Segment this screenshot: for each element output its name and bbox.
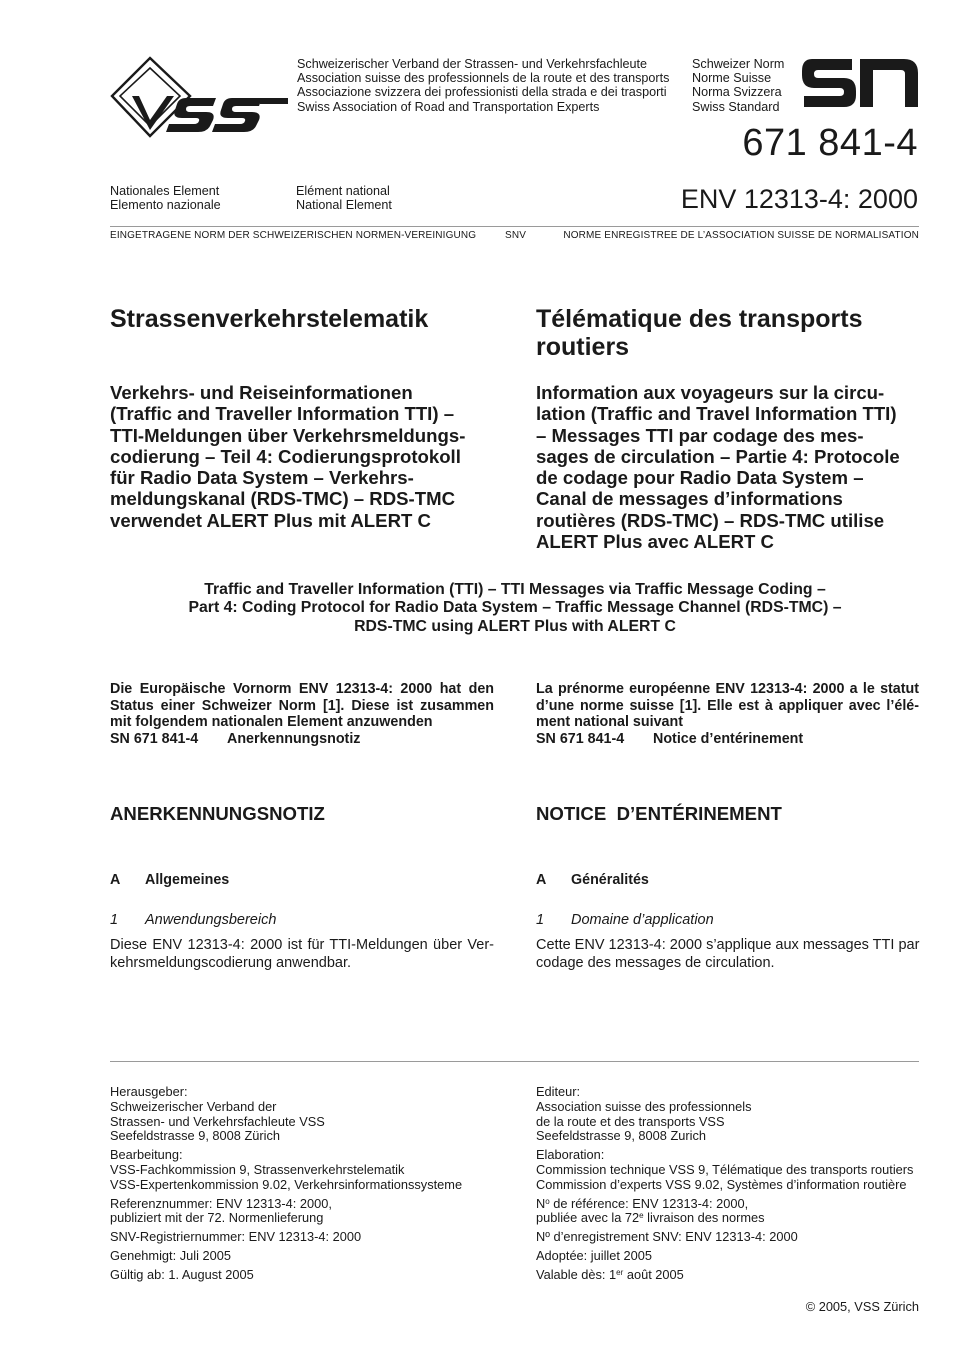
footer-valid: Gültig ab: 1. August 2005 bbox=[110, 1266, 254, 1282]
footer-approved: Adoptée: juillet 2005 bbox=[536, 1247, 652, 1263]
subtitle-fr-line: de codage pour Radio Data System – bbox=[536, 467, 864, 489]
footer-snv: SNV-Registriernummer: ENV 12313-4: 2000 bbox=[110, 1229, 362, 1245]
title-en-line: RDS-TMC using ALERT Plus with ALERT C bbox=[354, 617, 676, 635]
section-a-title: Généralités bbox=[571, 872, 649, 888]
subsection-1-de bbox=[110, 912, 276, 928]
subtitle-fr-line: – Messages TTI par codage des mes- bbox=[536, 424, 864, 446]
subtitle-de-line: codierung – Teil 4: Codierungsprotokoll bbox=[110, 445, 461, 467]
footer-reference bbox=[110, 1197, 462, 1227]
subtitle-fr-line: Information aux voyageurs sur la circu- bbox=[536, 382, 885, 403]
element-label: Elément national bbox=[296, 184, 390, 198]
footer-editing bbox=[110, 1148, 462, 1192]
element-label: Nationales Element bbox=[110, 184, 220, 198]
subsection-title: Domaine d’application bbox=[571, 912, 714, 928]
intro-fr-line: La prénorme européenne ENV 12313-4: 2000 a le statut bbox=[536, 681, 919, 697]
vss-logo-icon bbox=[110, 56, 290, 140]
intro-fr-ref-number: SN 671 841-4 bbox=[536, 730, 625, 747]
registry-de: EINGETRAGENE NORM DER SCHWEIZERISCHEN NORMEN-VEREINIGUNG bbox=[110, 230, 477, 241]
registry-fr: NORME ENREGISTREE DE L’ASSOCIATION SUISSE DE NORMALISATION bbox=[563, 230, 919, 241]
intro-de-line: Status einer Schweizer Norm [1]. Diese ist zusammen bbox=[110, 697, 494, 714]
subtitle-fr-line: ALERT Plus avec ALERT C bbox=[536, 531, 774, 553]
footer-divider bbox=[110, 1061, 919, 1062]
section-title-fr: NOTICE D’ENTÉRINEMENT bbox=[536, 803, 782, 824]
footer-line: Editeur: bbox=[536, 1084, 581, 1099]
pub-sup: e bbox=[639, 1211, 644, 1221]
ref-sup: o bbox=[545, 1196, 550, 1206]
intro-fr-line: ment national suivant bbox=[536, 714, 683, 730]
section-a-letter: A bbox=[536, 872, 547, 888]
footer-de bbox=[110, 1085, 462, 1283]
footer-line: Commission d’experts VSS 9.02, Systèmes d’information routière bbox=[536, 1176, 907, 1192]
sn-logo-icon bbox=[802, 55, 920, 111]
subtitle-de-line: verwendet ALERT Plus mit ALERT C bbox=[110, 509, 431, 531]
intro-de-line: Die Europäische Vornorm ENV 12313-4: 2000 hat den bbox=[110, 681, 494, 697]
section-a-de bbox=[110, 872, 229, 888]
association-name: Schweizerischer Verband der Strassen- und Verkehrsfachleute bbox=[297, 57, 648, 71]
valid-prefix: Valable dès: 1 bbox=[536, 1266, 617, 1282]
footer-line: Seefeldstrasse 9, 8008 Zürich bbox=[110, 1128, 281, 1144]
body-fr-line: Cette ENV 12313-4: 2000 s’applique aux messages TTI par bbox=[536, 937, 920, 953]
norm-labels bbox=[692, 57, 784, 114]
subsection-number: 1 bbox=[110, 912, 119, 928]
ref-rest: de référence: ENV 12313-4: 2000, bbox=[549, 1195, 749, 1211]
body-fr bbox=[536, 936, 919, 972]
footer-line: Strassen- und Verkehrsfachleute VSS bbox=[110, 1113, 325, 1129]
intro-fr-ref bbox=[536, 731, 919, 748]
registry-snv: SNV bbox=[505, 230, 527, 241]
intro-de-ref-number: SN 671 841-4 bbox=[110, 730, 199, 747]
footer-editing bbox=[536, 1148, 913, 1192]
footer-publisher bbox=[110, 1085, 462, 1144]
subtitle-de-line: für Radio Data System – Verkehrs- bbox=[110, 467, 414, 489]
subsection-1-fr bbox=[536, 912, 714, 928]
sn-logo bbox=[802, 55, 920, 111]
intro-fr bbox=[536, 681, 919, 747]
section-a-title: Allgemeines bbox=[145, 872, 230, 888]
intro-de-line: mit folgendem nationalen Element anzuwenden bbox=[110, 714, 433, 730]
footer-line: Bearbeitung: bbox=[110, 1147, 183, 1163]
env-number: ENV 12313-4: 2000 bbox=[680, 184, 918, 214]
intro-de bbox=[110, 681, 494, 747]
footer-publisher bbox=[536, 1085, 913, 1144]
body-de-line: kehrsmeldungscodierung anwendbar. bbox=[110, 955, 352, 971]
ref-prefix: N bbox=[536, 1195, 546, 1211]
title-en-line: Part 4: Coding Protocol for Radio Data System – Traffic Message Channel (RDS-TMC) – bbox=[188, 599, 842, 617]
association-name: Associazione svizzera dei professionisti della strada e dei trasporti bbox=[297, 85, 667, 100]
footer-reference bbox=[536, 1197, 913, 1227]
valid-sup: er bbox=[616, 1267, 624, 1277]
title-de: Strassenverkehrstelematik bbox=[110, 305, 429, 333]
subtitle-de-line: TTI-Meldungen über Verkehrsmeldungs- bbox=[110, 424, 466, 446]
footer-line: Herausgeber: bbox=[110, 1084, 188, 1099]
norm-label: Swiss Standard bbox=[692, 99, 780, 114]
intro-de-ref bbox=[110, 731, 494, 748]
subtitle-de-line: Verkehrs- und Reiseinformationen bbox=[110, 382, 413, 403]
footer-line: de la route et des transports VSS bbox=[536, 1113, 725, 1129]
subsection-title: Anwendungsbereich bbox=[145, 912, 277, 928]
body-fr-line: codage des messages de circulation. bbox=[536, 955, 775, 971]
association-name: Swiss Association of Road and Transportation Experts bbox=[297, 99, 600, 114]
subtitle-fr-line: sages de circulation – Partie 4: Protocole bbox=[536, 445, 900, 467]
title-fr-line: routiers bbox=[536, 333, 630, 361]
footer-line bbox=[536, 1197, 913, 1212]
norm-label: Schweizer Norm bbox=[692, 57, 785, 71]
footer-line: VSS-Fachkommission 9, Strassenverkehrstelematik bbox=[110, 1161, 405, 1177]
norm-number: 671 841-4 bbox=[742, 122, 918, 164]
footer-snv: Nº d’enregistrement SNV: ENV 12313-4: 2000 bbox=[536, 1229, 798, 1245]
association-name: Association suisse des professionnels de la route et des transports bbox=[297, 71, 670, 86]
pub-rest: livraison des normes bbox=[643, 1210, 765, 1226]
intro-fr-line: d’une norme suisse [1]. Elle est à appliquer avec l’élé- bbox=[536, 697, 919, 714]
footer-line: Elaboration: bbox=[536, 1147, 605, 1163]
footer-line: VSS-Expertenkommission 9.02, Verkehrsinformationssysteme bbox=[110, 1176, 463, 1192]
subsection-number: 1 bbox=[536, 912, 545, 928]
footer-line: Association suisse des professionnels bbox=[536, 1098, 752, 1114]
footer-line: Referenznummer: ENV 12313-4: 2000, bbox=[110, 1195, 332, 1211]
footer-valid bbox=[536, 1268, 913, 1283]
header-divider bbox=[110, 226, 919, 227]
body-de bbox=[110, 936, 494, 972]
title-fr-line: Télématique des transports bbox=[536, 305, 863, 333]
valid-rest: août 2005 bbox=[623, 1266, 684, 1282]
intro-fr-ref-label: Notice d’entérinement bbox=[653, 730, 804, 747]
footer-approved: Genehmigt: Juli 2005 bbox=[110, 1247, 231, 1263]
section-a-fr bbox=[536, 872, 649, 888]
vss-logo bbox=[110, 56, 290, 140]
element-labels-left bbox=[110, 184, 221, 212]
norm-label: Norme Suisse bbox=[692, 71, 772, 86]
title-en bbox=[60, 581, 970, 636]
subtitle-fr bbox=[536, 382, 900, 552]
footer-line: Seefeldstrasse 9, 8008 Zurich bbox=[536, 1128, 707, 1144]
subtitle-de-line: meldungskanal (RDS-TMC) – RDS-TMC bbox=[110, 488, 456, 510]
body-de-line: Diese ENV 12313-4: 2000 ist für TTI-Meldungen über Ver- bbox=[110, 937, 494, 953]
copyright: © 2005, VSS Zürich bbox=[805, 1299, 919, 1314]
title-en-line: Traffic and Traveller Information (TTI) – TTI Messages via Traffic Message Coding – bbox=[204, 581, 826, 598]
footer-line: Schweizerischer Verband der bbox=[110, 1098, 277, 1114]
subtitle-fr-line: Canal de messages d’informations bbox=[536, 488, 843, 510]
title-fr bbox=[536, 305, 862, 361]
footer-line: publiziert mit der 72. Normenlieferung bbox=[110, 1210, 324, 1226]
intro-de-ref-label: Anerkennungsnotiz bbox=[227, 730, 361, 747]
subtitle-de-line: (Traffic and Traveller Information TTI) – bbox=[110, 403, 455, 425]
pub-prefix: publiée avec la 72 bbox=[536, 1210, 640, 1226]
element-labels-right bbox=[296, 184, 392, 212]
association-names bbox=[297, 57, 669, 114]
section-a-letter: A bbox=[110, 872, 121, 888]
element-label: National Element bbox=[296, 198, 392, 213]
subtitle-fr-line: routières (RDS-TMC) – RDS-TMC utilise bbox=[536, 509, 885, 531]
element-label: Elemento nazionale bbox=[110, 198, 221, 213]
footer-fr bbox=[536, 1085, 913, 1283]
subtitle-fr-line: lation (Traffic and Travel Information TTI) bbox=[536, 403, 897, 425]
footer-line bbox=[536, 1211, 913, 1226]
section-title-de: ANERKENNUNGSNOTIZ bbox=[110, 803, 325, 824]
norm-label: Norma Svizzera bbox=[692, 85, 782, 100]
subtitle-de bbox=[110, 382, 465, 531]
footer-line: Commission technique VSS 9, Télématique des transports routiers bbox=[536, 1161, 914, 1177]
